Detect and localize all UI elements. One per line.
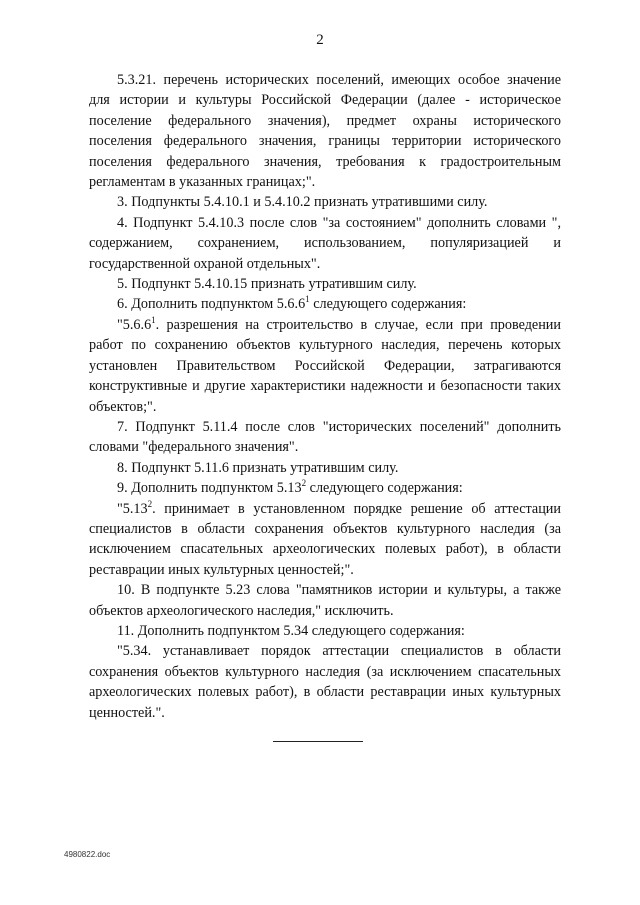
- superscript: 2: [301, 478, 307, 489]
- paragraph: 3. Подпункты 5.4.10.1 и 5.4.10.2 признать утратившими силу.: [117, 194, 488, 211]
- footer-doc-id: 4980822.doc: [64, 850, 111, 859]
- paragraph: 7. Подпункт 5.11.4 после слов "исторических поселений" дополнить словами "федерального значения".: [89, 418, 561, 456]
- superscript: 1: [305, 294, 310, 305]
- superscript: 1: [151, 314, 156, 325]
- page-number: 2: [316, 32, 324, 48]
- document-body: [89, 70, 561, 723]
- paragraph: 11. Дополнить подпунктом 5.34 следующего содержания:: [117, 622, 465, 639]
- paragraph: 4. Подпункт 5.4.10.3 после слов "за состоянием" дополнить словами ", содержанием, сохранением, использованием, популяризацией и государственной охраной отдельных".: [89, 214, 561, 272]
- paragraph: 5.3.21. перечень исторических поселений, имеющих особое значение для истории и культуры Российской Федерации (далее - историческое поселение федерального значения), предмет охраны исторического поселения федерального значения, границы территории исторического поселения федерального значения, требования к градостроительным регламентам в указанных границах;".: [89, 72, 561, 191]
- paragraph: "5.6.6$^1$. разрешения на строительство в случае, если при проведении работ по сохранению объектов культурного наследия, перечень которых установлен Правительством Российской Федерации, затрагиваются конструктивные и другие характеристики надежности и безопасности таких объектов;".: [89, 314, 561, 415]
- end-divider-line: [273, 741, 363, 742]
- superscript: 2: [147, 498, 153, 509]
- paragraph: "5.13$^2$. принимает в установленном порядке решение об аттестации специалистов в области сохранения объектов культурного наследия (за исключением спасательных археологических полевых работ), в области реставрации иных культурных ценностей;".: [89, 498, 561, 578]
- paragraph: 6. Дополнить подпунктом 5.6.6$^1$ следующего содержания:: [117, 294, 467, 313]
- paragraph: "5.34. устанавливает порядок аттестации специалистов в области сохранения объектов культурного наследия (за исключением спасательных археологических полевых работ), в области реставрации иных культурных ценностей.".: [89, 643, 561, 721]
- paragraph: 8. Подпункт 5.11.6 признать утратившим силу.: [117, 459, 399, 476]
- paragraph: 5. Подпункт 5.4.10.15 признать утратившим силу.: [117, 276, 417, 293]
- paragraph: 9. Дополнить подпунктом 5.13$^2$ следующего содержания:: [117, 478, 463, 497]
- paragraph: 10. В подпункте 5.23 слова "памятников истории и культуры, а также объектов археологического наследия," исключить.: [89, 582, 561, 619]
